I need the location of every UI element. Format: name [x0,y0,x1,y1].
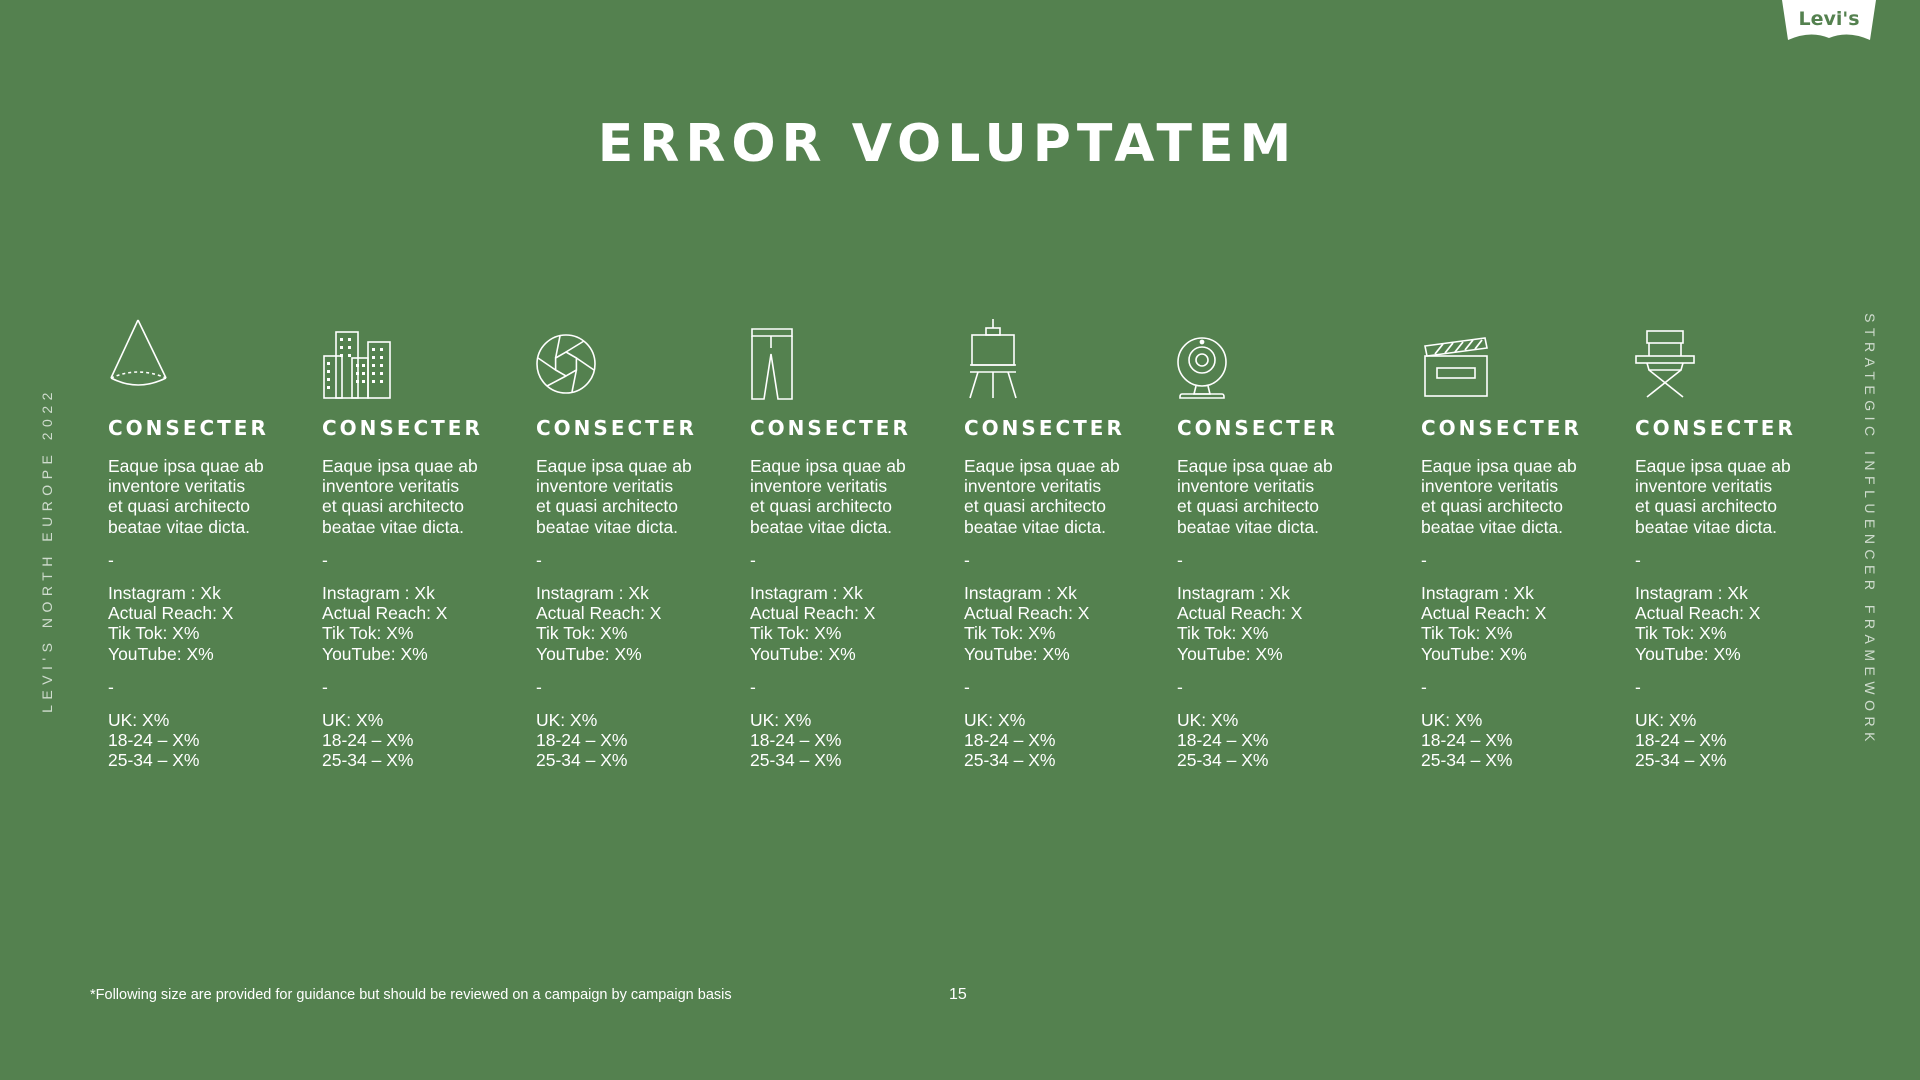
separator: - [322,549,328,570]
separator: - [108,549,114,570]
column-body: Eaque ipsa quae ab inventore veritatis et quasi architecto beatae vitae dicta. - Instagram : Xk Actual Reach: X Tik Tok: X% YouTube: X% - UK: X% 18-24 – X% 25-34 – X% [1177,456,1362,771]
column-2 [322,318,507,771]
column-body: Eaque ipsa quae ab inventore veritatis et quasi architecto beatae vitae dicta. - Instagram : Xk Actual Reach: X Tik Tok: X% YouTube: X% - UK: X% 18-24 – X% 25-34 – X% [536,456,721,771]
column-heading: CONSECTER [108,416,269,440]
column-body: Eaque ipsa quae ab inventore veritatis et quasi architecto beatae vitae dicta. - Instagram : Xk Actual Reach: X Tik Tok: X% YouTube: X% - UK: X% 18-24 – X% 25-34 – X% [750,456,935,771]
column-heading: CONSECTER [1635,416,1796,440]
levis-logo [1778,0,1880,44]
separator: - [964,676,970,697]
column-body: Eaque ipsa quae ab inventore veritatis et quasi architecto beatae vitae dicta. - Instagram : Xk Actual Reach: X Tik Tok: X% YouTube: X% - UK: X% 18-24 – X% 25-34 – X% [322,456,507,771]
directors-chair-icon [1635,318,1820,402]
column-1 [108,310,293,771]
column-heading: CONSECTER [322,416,483,440]
column-4 [750,318,935,771]
column-heading: CONSECTER [750,416,911,440]
buildings-icon [322,318,507,402]
separator: - [1421,549,1427,570]
separator: - [1177,549,1183,570]
separator: - [1635,549,1641,570]
column-body: Eaque ipsa quae ab inventore veritatis et quasi architecto beatae vitae dicta. - Instagram : Xk Actual Reach: X Tik Tok: X% YouTube: X% - UK: X% 18-24 – X% 25-34 – X% [1635,456,1820,771]
separator: - [1177,676,1183,697]
column-body: Eaque ipsa quae ab inventore veritatis et quasi architecto beatae vitae dicta. - Instagram : Xk Actual Reach: X Tik Tok: X% YouTube: X% - UK: X% 18-24 – X% 25-34 – X% [1421,456,1606,771]
separator: - [536,676,542,697]
separator: - [750,676,756,697]
footnote: *Following size are provided for guidance but should be reviewed on a campaign by campaign basis [90,987,732,1003]
column-5 [964,318,1149,771]
aperture-icon [536,318,721,402]
column-7 [1421,318,1606,771]
clapperboard-icon [1421,318,1606,402]
separator: - [750,549,756,570]
column-6 [1177,318,1362,771]
jeans-icon [750,318,935,402]
trademark-symbol: ® [1865,0,1875,11]
page-number: 15 [949,986,967,1003]
column-heading: CONSECTER [1177,416,1338,440]
side-label-right: STRATEGIC INFLUENCER FRAMEWORK [1862,313,1878,747]
column-3 [536,318,721,771]
separator: - [1635,676,1641,697]
column-heading: CONSECTER [964,416,1125,440]
column-body: Eaque ipsa quae ab inventore veritatis et quasi architecto beatae vitae dicta. - Instagram : Xk Actual Reach: X Tik Tok: X% YouTube: X% - UK: X% 18-24 – X% 25-34 – X% [108,456,293,771]
column-heading: CONSECTER [536,416,697,440]
logo-text: Levi's [1798,8,1860,30]
column-8 [1635,318,1820,771]
column-heading: CONSECTER [1421,416,1582,440]
side-label-left: LEVI'S NORTH EUROPE 2022 [39,387,55,713]
separator: - [964,549,970,570]
separator: - [322,676,328,697]
webcam-icon [1177,318,1362,402]
easel-icon [964,318,1149,402]
page-title: ERROR VOLUPTATEM [597,114,1298,174]
separator: - [1421,676,1427,697]
cone-icon [108,310,293,402]
separator: - [108,676,114,697]
separator: - [536,549,542,570]
column-body: Eaque ipsa quae ab inventore veritatis et quasi architecto beatae vitae dicta. - Instagram : Xk Actual Reach: X Tik Tok: X% YouTube: X% - UK: X% 18-24 – X% 25-34 – X% [964,456,1149,771]
